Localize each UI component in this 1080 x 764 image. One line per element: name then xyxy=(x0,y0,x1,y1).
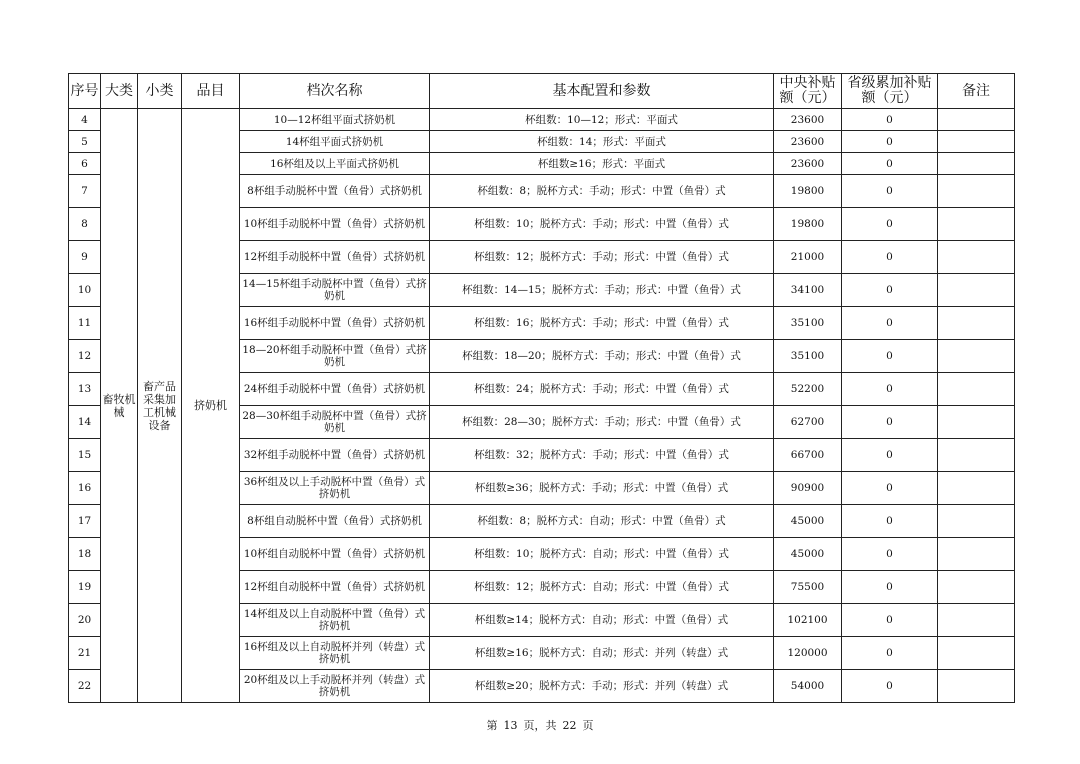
row-config: 杯组数：8；脱杯方式：手动；形式：中置（鱼骨）式 xyxy=(430,175,774,208)
page-total: 22 xyxy=(562,719,577,732)
row-grade-name: 8杯组手动脱杯中置（鱼骨）式挤奶机 xyxy=(240,175,430,208)
row-remarks xyxy=(938,637,1015,670)
row-remarks xyxy=(938,373,1015,406)
row-provincial-subsidy: 0 xyxy=(842,670,938,703)
row-config: 杯组数：14—15；脱杯方式：手动；形式：中置（鱼骨）式 xyxy=(430,274,774,307)
row-config: 杯组数：12；脱杯方式：手动；形式：中置（鱼骨）式 xyxy=(430,241,774,274)
merged-item: 挤奶机 xyxy=(182,109,240,703)
row-provincial-subsidy: 0 xyxy=(842,604,938,637)
row-provincial-subsidy: 0 xyxy=(842,373,938,406)
row-seq: 11 xyxy=(69,307,101,340)
row-central-subsidy: 120000 xyxy=(774,637,842,670)
row-seq: 18 xyxy=(69,538,101,571)
page-footer xyxy=(0,717,1080,733)
row-grade-name: 32杯组手动脱杯中置（鱼骨）式挤奶机 xyxy=(240,439,430,472)
row-grade-name: 16杯组手动脱杯中置（鱼骨）式挤奶机 xyxy=(240,307,430,340)
row-config: 杯组数：18—20；脱杯方式：手动；形式：中置（鱼骨）式 xyxy=(430,340,774,373)
row-seq: 17 xyxy=(69,505,101,538)
header-remarks: 备注 xyxy=(938,74,1015,109)
header-grade-name: 档次名称 xyxy=(240,74,430,109)
row-grade-name: 12杯组手动脱杯中置（鱼骨）式挤奶机 xyxy=(240,241,430,274)
row-central-subsidy: 75500 xyxy=(774,571,842,604)
row-central-subsidy: 21000 xyxy=(774,241,842,274)
row-central-subsidy: 23600 xyxy=(774,131,842,153)
row-seq: 12 xyxy=(69,340,101,373)
row-seq: 19 xyxy=(69,571,101,604)
row-grade-name: 18—20杯组手动脱杯中置（鱼骨）式挤奶机 xyxy=(240,340,430,373)
row-provincial-subsidy: 0 xyxy=(842,538,938,571)
header-config: 基本配置和参数 xyxy=(430,74,774,109)
row-seq: 22 xyxy=(69,670,101,703)
row-seq: 15 xyxy=(69,439,101,472)
row-provincial-subsidy: 0 xyxy=(842,505,938,538)
row-seq: 20 xyxy=(69,604,101,637)
table-body xyxy=(69,109,1015,703)
row-config: 杯组数：16；脱杯方式：手动；形式：中置（鱼骨）式 xyxy=(430,307,774,340)
page-current: 13 xyxy=(503,719,518,732)
row-remarks xyxy=(938,175,1015,208)
row-provincial-subsidy: 0 xyxy=(842,439,938,472)
row-config: 杯组数：32；脱杯方式：手动；形式：中置（鱼骨）式 xyxy=(430,439,774,472)
merged-subcategory: 畜产品采集加工机械设备 xyxy=(138,109,182,703)
row-central-subsidy: 34100 xyxy=(774,274,842,307)
row-seq: 4 xyxy=(69,109,101,131)
row-remarks xyxy=(938,538,1015,571)
row-grade-name: 14杯组平面式挤奶机 xyxy=(240,131,430,153)
row-grade-name: 10杯组自动脱杯中置（鱼骨）式挤奶机 xyxy=(240,538,430,571)
row-central-subsidy: 66700 xyxy=(774,439,842,472)
row-provincial-subsidy: 0 xyxy=(842,571,938,604)
row-central-subsidy: 54000 xyxy=(774,670,842,703)
row-config: 杯组数≥14；脱杯方式：自动；形式：中置（鱼骨）式 xyxy=(430,604,774,637)
row-central-subsidy: 102100 xyxy=(774,604,842,637)
row-seq: 14 xyxy=(69,406,101,439)
row-seq: 6 xyxy=(69,153,101,175)
row-remarks xyxy=(938,340,1015,373)
row-config: 杯组数：10；脱杯方式：自动；形式：中置（鱼骨）式 xyxy=(430,538,774,571)
row-central-subsidy: 19800 xyxy=(774,175,842,208)
row-remarks xyxy=(938,241,1015,274)
header-central-subsidy: 中央补贴额（元） xyxy=(774,74,842,109)
row-grade-name: 8杯组自动脱杯中置（鱼骨）式挤奶机 xyxy=(240,505,430,538)
row-remarks xyxy=(938,604,1015,637)
row-provincial-subsidy: 0 xyxy=(842,637,938,670)
row-config: 杯组数：14；形式：平面式 xyxy=(430,131,774,153)
row-grade-name: 28—30杯组手动脱杯中置（鱼骨）式挤奶机 xyxy=(240,406,430,439)
row-remarks xyxy=(938,109,1015,131)
row-provincial-subsidy: 0 xyxy=(842,406,938,439)
row-seq: 9 xyxy=(69,241,101,274)
header-seq: 序号 xyxy=(69,74,101,109)
row-grade-name: 36杯组及以上手动脱杯中置（鱼骨）式挤奶机 xyxy=(240,472,430,505)
row-provincial-subsidy: 0 xyxy=(842,340,938,373)
row-central-subsidy: 19800 xyxy=(774,208,842,241)
page-suffix: 页 xyxy=(582,719,594,732)
row-config: 杯组数：10—12；形式：平面式 xyxy=(430,109,774,131)
row-config: 杯组数≥20；脱杯方式：手动；形式：并列（转盘）式 xyxy=(430,670,774,703)
row-remarks xyxy=(938,131,1015,153)
row-config: 杯组数≥16；脱杯方式：自动；形式：并列（转盘）式 xyxy=(430,637,774,670)
row-grade-name: 16杯组及以上平面式挤奶机 xyxy=(240,153,430,175)
row-provincial-subsidy: 0 xyxy=(842,274,938,307)
row-remarks xyxy=(938,439,1015,472)
row-grade-name: 10杯组手动脱杯中置（鱼骨）式挤奶机 xyxy=(240,208,430,241)
row-config: 杯组数：28—30；脱杯方式：手动；形式：中置（鱼骨）式 xyxy=(430,406,774,439)
row-grade-name: 16杯组及以上自动脱杯并列（转盘）式挤奶机 xyxy=(240,637,430,670)
row-central-subsidy: 35100 xyxy=(774,307,842,340)
row-seq: 8 xyxy=(69,208,101,241)
row-provincial-subsidy: 0 xyxy=(842,208,938,241)
row-central-subsidy: 62700 xyxy=(774,406,842,439)
row-grade-name: 10—12杯组平面式挤奶机 xyxy=(240,109,430,131)
row-remarks xyxy=(938,274,1015,307)
row-seq: 21 xyxy=(69,637,101,670)
row-central-subsidy: 23600 xyxy=(774,109,842,131)
row-central-subsidy: 23600 xyxy=(774,153,842,175)
row-config: 杯组数：24；脱杯方式：手动；形式：中置（鱼骨）式 xyxy=(430,373,774,406)
row-remarks xyxy=(938,670,1015,703)
row-remarks xyxy=(938,153,1015,175)
row-provincial-subsidy: 0 xyxy=(842,307,938,340)
row-remarks xyxy=(938,505,1015,538)
subsidy-table xyxy=(68,73,1015,703)
row-central-subsidy: 90900 xyxy=(774,472,842,505)
header-provincial-subsidy: 省级累加补贴额（元） xyxy=(842,74,938,109)
merged-category: 畜牧机械 xyxy=(101,109,138,703)
row-provincial-subsidy: 0 xyxy=(842,131,938,153)
row-remarks xyxy=(938,307,1015,340)
row-config: 杯组数≥36；脱杯方式：手动；形式：中置（鱼骨）式 xyxy=(430,472,774,505)
row-provincial-subsidy: 0 xyxy=(842,109,938,131)
row-grade-name: 14—15杯组手动脱杯中置（鱼骨）式挤奶机 xyxy=(240,274,430,307)
row-provincial-subsidy: 0 xyxy=(842,472,938,505)
row-remarks xyxy=(938,571,1015,604)
row-config: 杯组数≥16；形式：平面式 xyxy=(430,153,774,175)
header-row xyxy=(69,74,1015,109)
page-prefix: 第 xyxy=(486,719,498,732)
row-grade-name: 24杯组手动脱杯中置（鱼骨）式挤奶机 xyxy=(240,373,430,406)
row-provincial-subsidy: 0 xyxy=(842,241,938,274)
row-config: 杯组数：10；脱杯方式：手动；形式：中置（鱼骨）式 xyxy=(430,208,774,241)
row-provincial-subsidy: 0 xyxy=(842,153,938,175)
row-seq: 16 xyxy=(69,472,101,505)
header-subcategory: 小类 xyxy=(138,74,182,109)
row-central-subsidy: 52200 xyxy=(774,373,842,406)
row-config: 杯组数：8；脱杯方式：自动；形式：中置（鱼骨）式 xyxy=(430,505,774,538)
row-provincial-subsidy: 0 xyxy=(842,175,938,208)
row-seq: 5 xyxy=(69,131,101,153)
row-remarks xyxy=(938,208,1015,241)
row-central-subsidy: 45000 xyxy=(774,505,842,538)
row-grade-name: 20杯组及以上手动脱杯并列（转盘）式挤奶机 xyxy=(240,670,430,703)
row-remarks xyxy=(938,472,1015,505)
row-config: 杯组数：12；脱杯方式：自动；形式：中置（鱼骨）式 xyxy=(430,571,774,604)
header-item: 品目 xyxy=(182,74,240,109)
row-grade-name: 14杯组及以上自动脱杯中置（鱼骨）式挤奶机 xyxy=(240,604,430,637)
row-seq: 10 xyxy=(69,274,101,307)
header-category: 大类 xyxy=(101,74,138,109)
row-seq: 13 xyxy=(69,373,101,406)
row-remarks xyxy=(938,406,1015,439)
row-seq: 7 xyxy=(69,175,101,208)
page-mid: 页，共 xyxy=(523,719,557,732)
row-grade-name: 12杯组自动脱杯中置（鱼骨）式挤奶机 xyxy=(240,571,430,604)
table-row xyxy=(69,109,1015,131)
row-central-subsidy: 45000 xyxy=(774,538,842,571)
row-central-subsidy: 35100 xyxy=(774,340,842,373)
